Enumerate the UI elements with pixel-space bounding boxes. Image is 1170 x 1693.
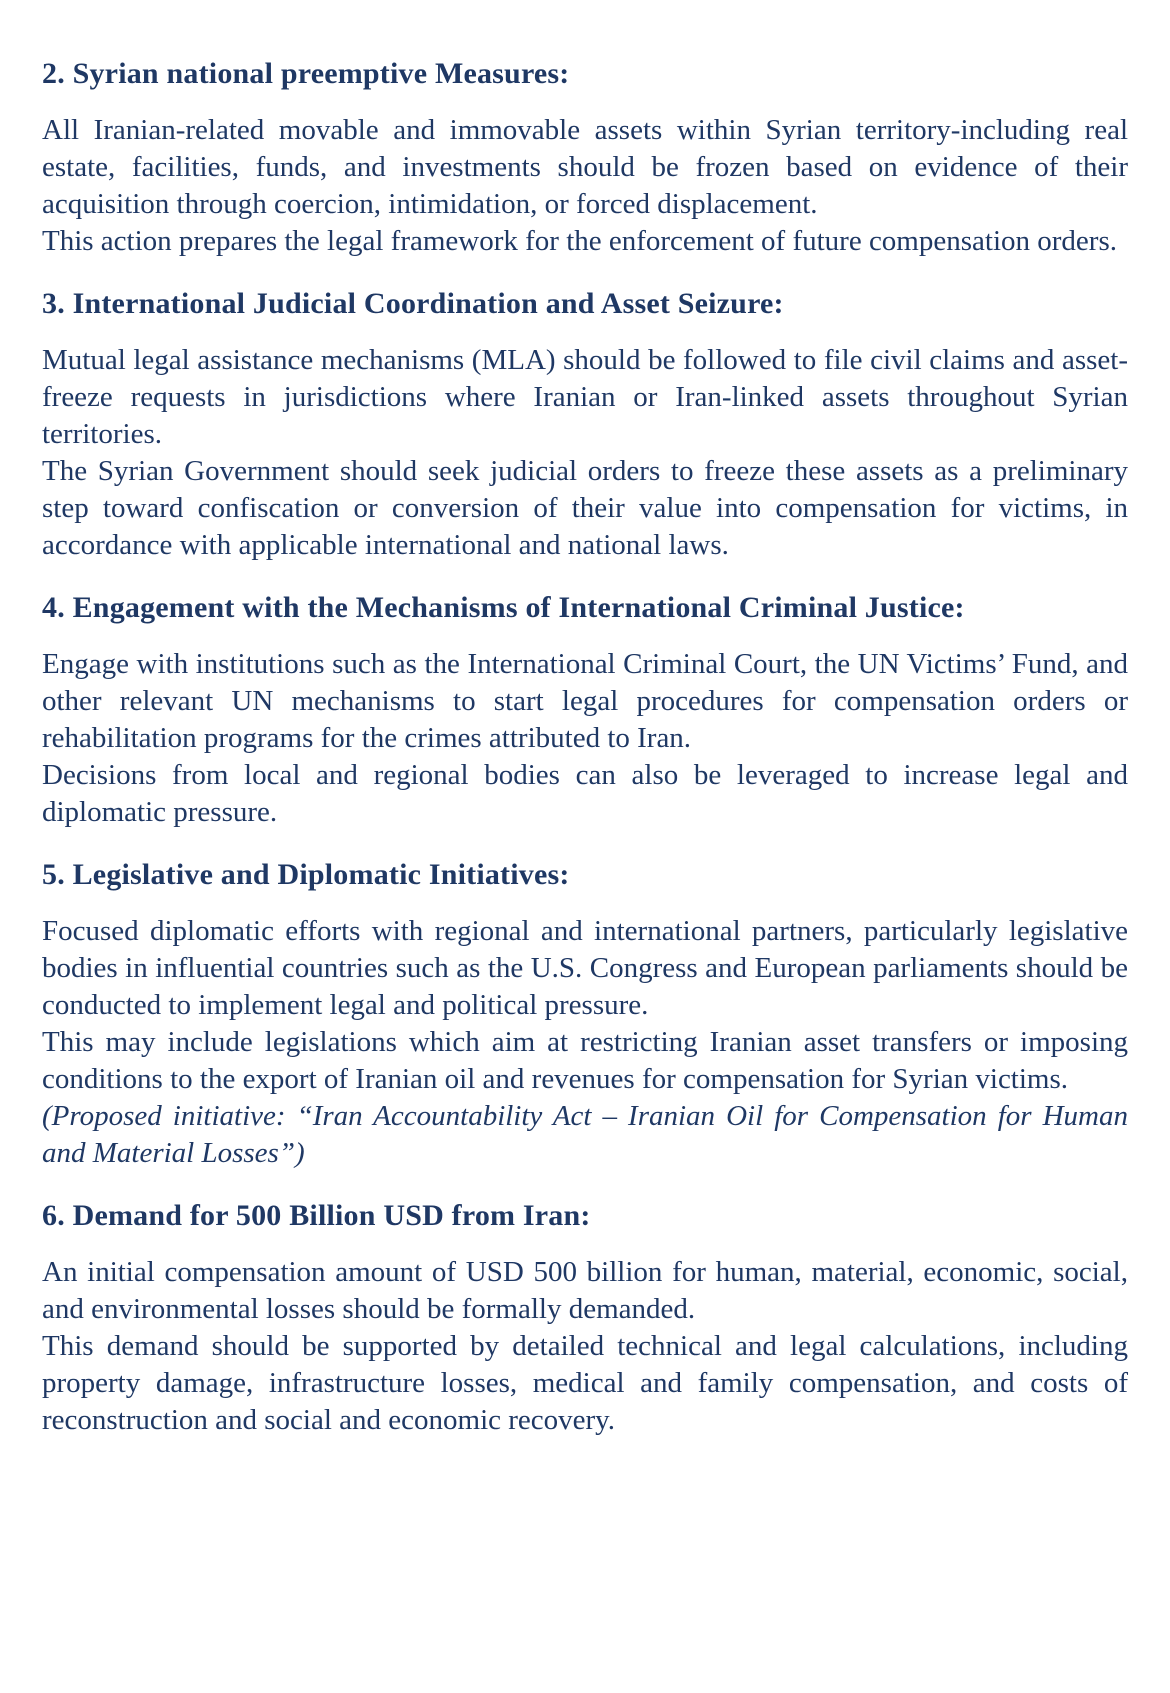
paragraph: Mutual legal assistance mechanisms (MLA) should be followed to file civil claims and asset-freeze requests in jurisdictions where Iranian or Iran-linked assets throughout Syrian territories. bbox=[42, 344, 1128, 450]
paragraph: This may include legislations which aim at restricting Iranian asset transfers or imposing conditions to the export of Iranian oil and revenues for compensation for Syrian victims. bbox=[42, 1026, 1128, 1095]
section-heading: 2. Syrian national preemptive Measures: bbox=[42, 57, 570, 90]
section-syrian-national-preemptive-measures bbox=[42, 56, 1128, 260]
paragraph: This action prepares the legal framework for the enforcement of future compensation orders. bbox=[42, 225, 1117, 257]
section-heading: 3. International Judicial Coordination and Asset Seizure: bbox=[42, 287, 784, 320]
section-demand-500-billion-usd bbox=[42, 1198, 1128, 1439]
paragraph: All Iranian-related movable and immovable assets within Syrian territory-including real estate, facilities, funds, and investments should be frozen based on evidence of their acquisition through coercion, intimidation, or forced displacement. bbox=[42, 114, 1128, 220]
paragraph: Decisions from local and regional bodies can also be leveraged to increase legal and diplomatic pressure. bbox=[42, 759, 1128, 828]
section-international-judicial-coordination bbox=[42, 286, 1128, 564]
paragraph: The Syrian Government should seek judicial orders to freeze these assets as a preliminary step toward confiscation or conversion of their value into compensation for victims, in accordance with applicable international and national laws. bbox=[42, 455, 1128, 561]
section-heading: 4. Engagement with the Mechanisms of International Criminal Justice: bbox=[42, 591, 965, 624]
paragraph: Engage with institutions such as the International Criminal Court, the UN Victims’ Fund, and other relevant UN mechanisms to start legal procedures for compensation orders or rehabilitation programs for the crimes attributed to Iran. bbox=[42, 648, 1128, 754]
proposed-initiative-note: (Proposed initiative: “Iran Accountability Act – Iranian Oil for Compensation for Human and Material Losses”) bbox=[42, 1100, 1128, 1169]
paragraph: An initial compensation amount of USD 500 billion for human, material, economic, social, and environmental losses should be formally demanded. bbox=[42, 1256, 1128, 1325]
section-legislative-diplomatic-initiatives bbox=[42, 857, 1128, 1172]
paragraph: This demand should be supported by detailed technical and legal calculations, including property damage, infrastructure losses, medical and family compensation, and costs of reconstruction and social and economic recovery. bbox=[42, 1330, 1128, 1436]
section-heading: 6. Demand for 500 Billion USD from Iran: bbox=[42, 1199, 591, 1232]
section-engagement-international-criminal-justice bbox=[42, 590, 1128, 831]
paragraph: Focused diplomatic efforts with regional and international partners, particularly legislative bodies in influential countries such as the U.S. Congress and European parliaments should be conducted to implement legal and political pressure. bbox=[42, 915, 1128, 1021]
section-heading: 5. Legislative and Diplomatic Initiatives: bbox=[42, 858, 570, 891]
